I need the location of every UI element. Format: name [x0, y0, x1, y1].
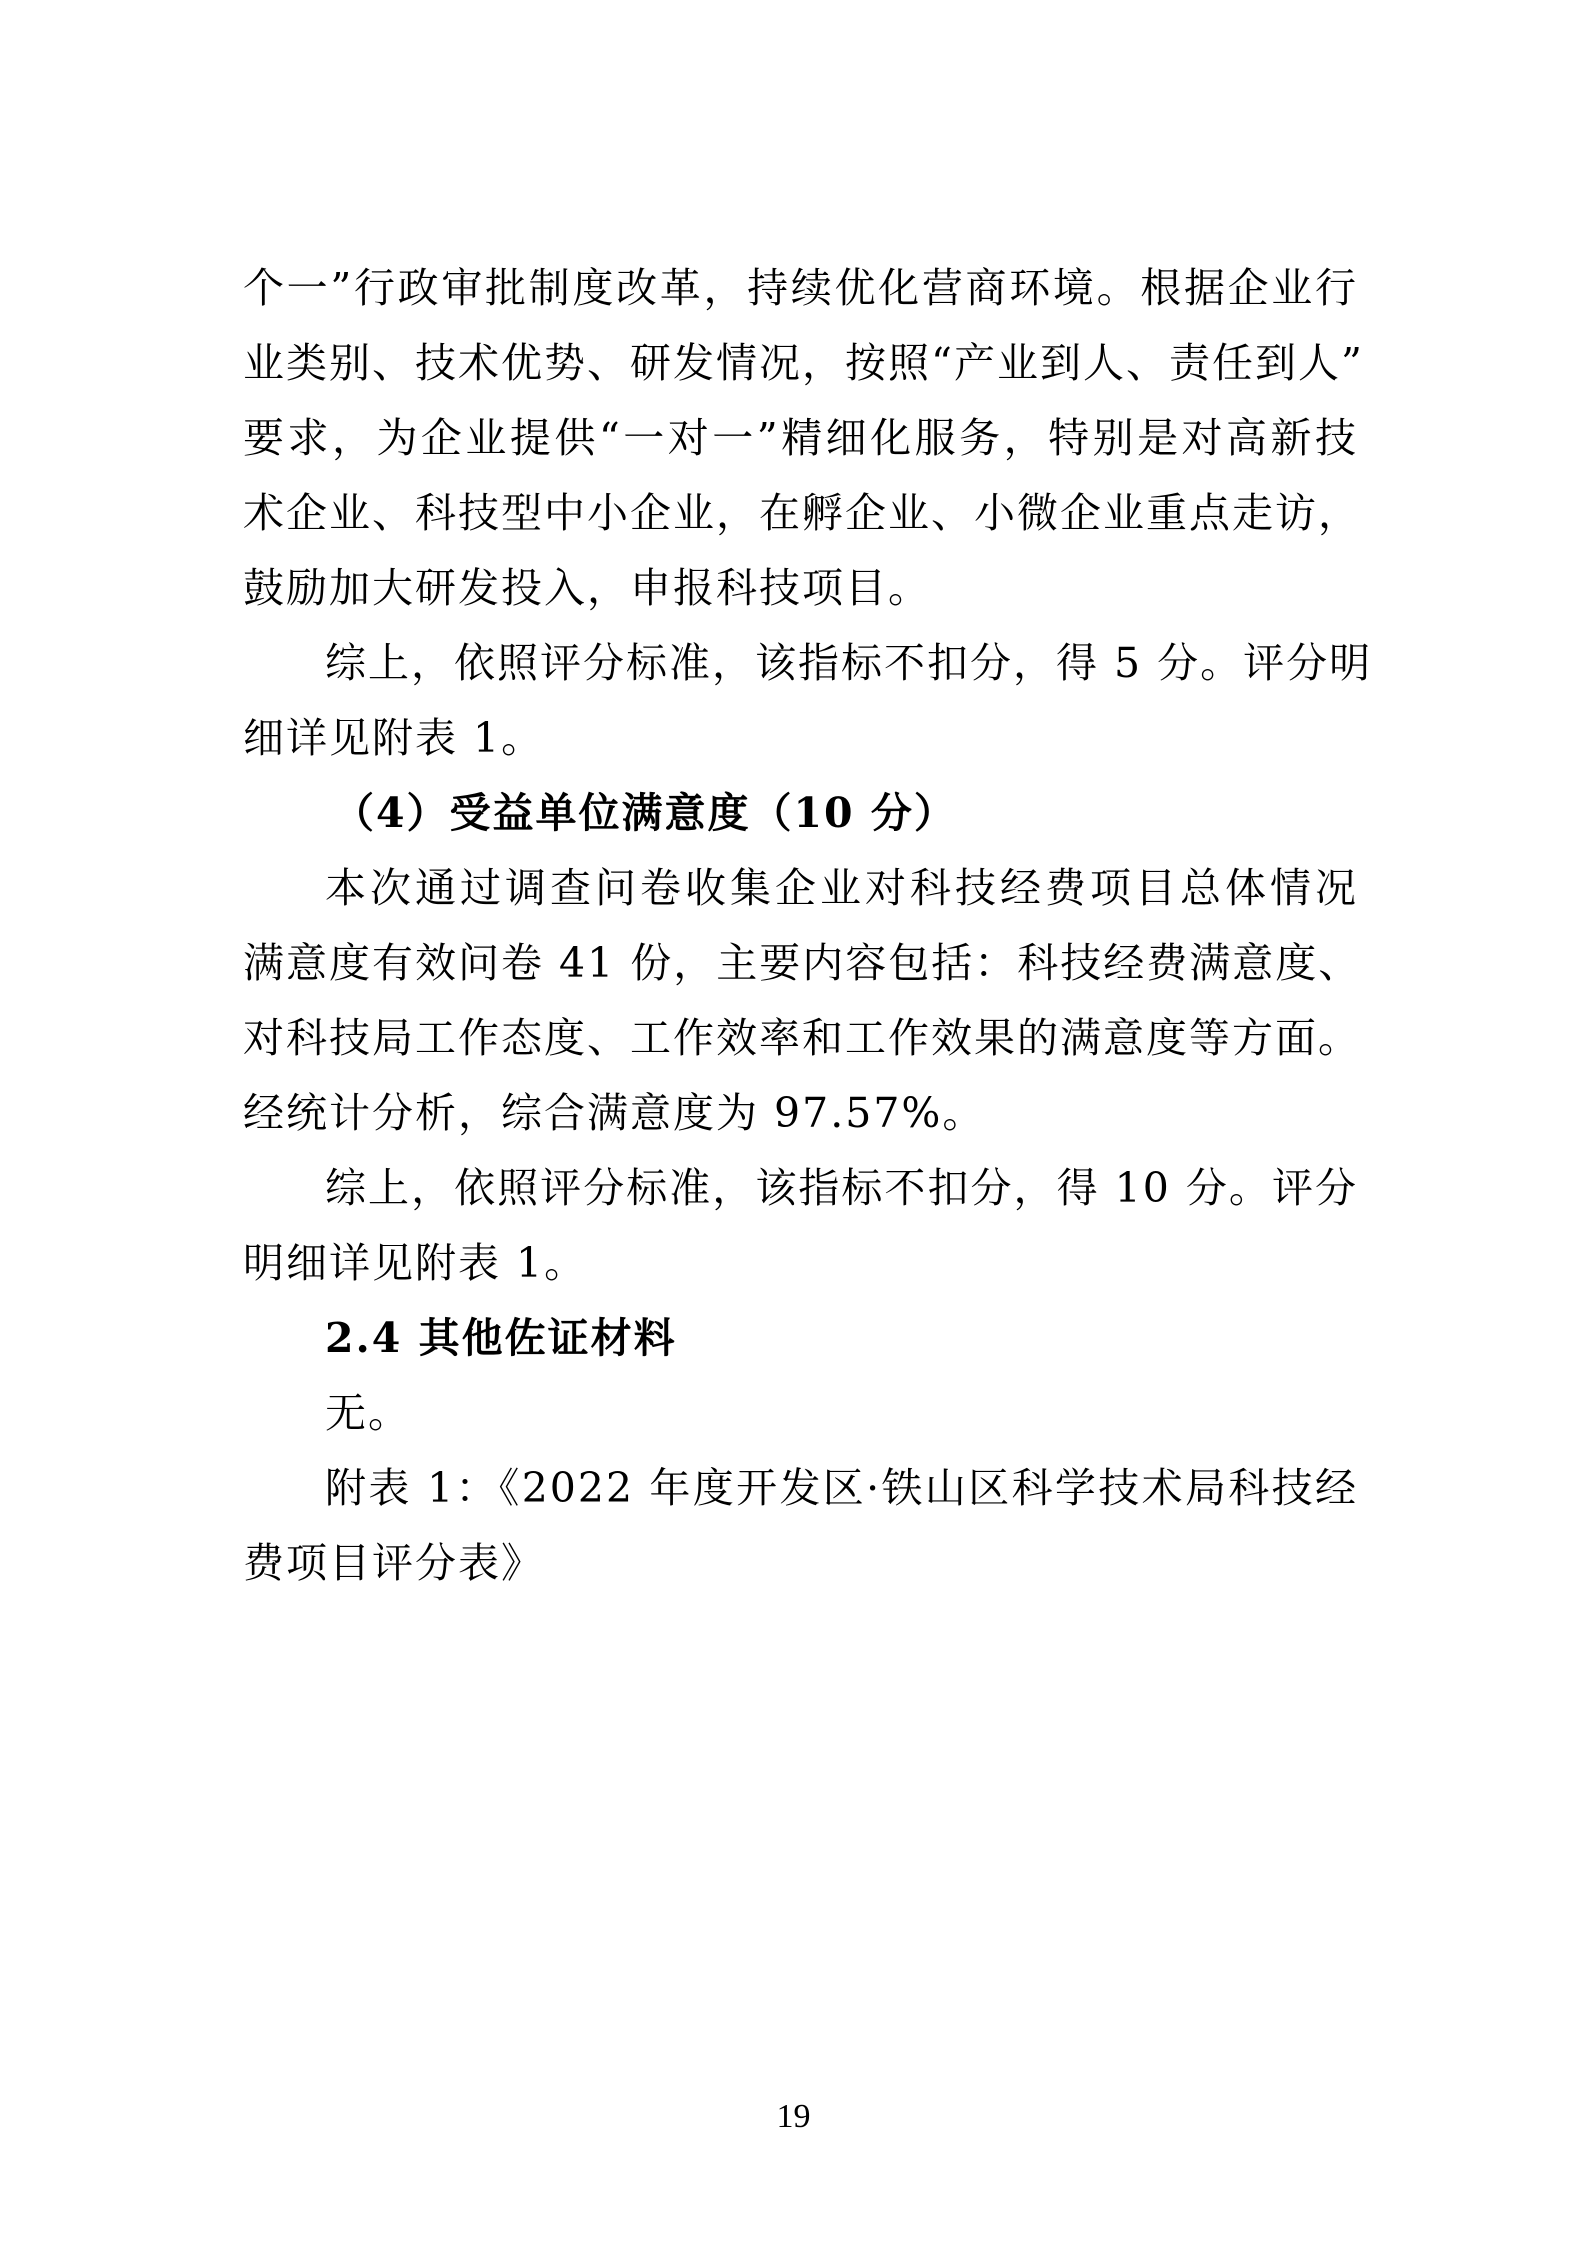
paragraph-line: 个一”行政审批制度改革，持续优化营商环境。根据企业行	[243, 264, 1358, 312]
paragraph-line: 对科技局工作态度、工作效率和工作效果的满意度等方面。	[243, 1014, 1361, 1062]
paragraph-line: 本次通过调查问卷收集企业对科技经费项目总体情况	[325, 864, 1358, 912]
paragraph-line: 满意度有效问卷 41 份，主要内容包括：科技经费满意度、	[243, 939, 1362, 987]
paragraph-line: 明细详见附表 1。	[243, 1239, 588, 1287]
paragraph-line: 综上，依照评分标准，该指标不扣分，得 10 分。评分	[325, 1164, 1358, 1212]
section-heading: （4）受益单位满意度（10 分）	[333, 789, 957, 837]
paragraph-line: 综上，依照评分标准，该指标不扣分，得 5 分。评分明	[325, 639, 1373, 687]
section-heading: 2.4 其他佐证材料	[325, 1314, 677, 1362]
paragraph-line: 附表 1：《2022 年度开发区·铁山区科学技术局科技经	[325, 1464, 1358, 1512]
paragraph-line: 细详见附表 1。	[243, 714, 545, 762]
paragraph-line: 费项目评分表》	[243, 1539, 544, 1587]
page-number: 19	[776, 2098, 811, 2135]
paragraph-line: 经统计分析，综合满意度为 97.57%。	[243, 1089, 986, 1137]
paragraph-line: 鼓励加大研发投入，申报科技项目。	[243, 564, 931, 612]
paragraph-line: 术企业、科技型中小企业，在孵企业、小微企业重点走访，	[243, 489, 1361, 537]
paragraph-line: 要求，为企业提供“一对一”精细化服务，特别是对高新技	[243, 414, 1358, 462]
paragraph-line: 业类别、技术优势、研发情况，按照“产业到人、责任到人”	[243, 339, 1364, 387]
paragraph-line: 无。	[325, 1389, 411, 1437]
